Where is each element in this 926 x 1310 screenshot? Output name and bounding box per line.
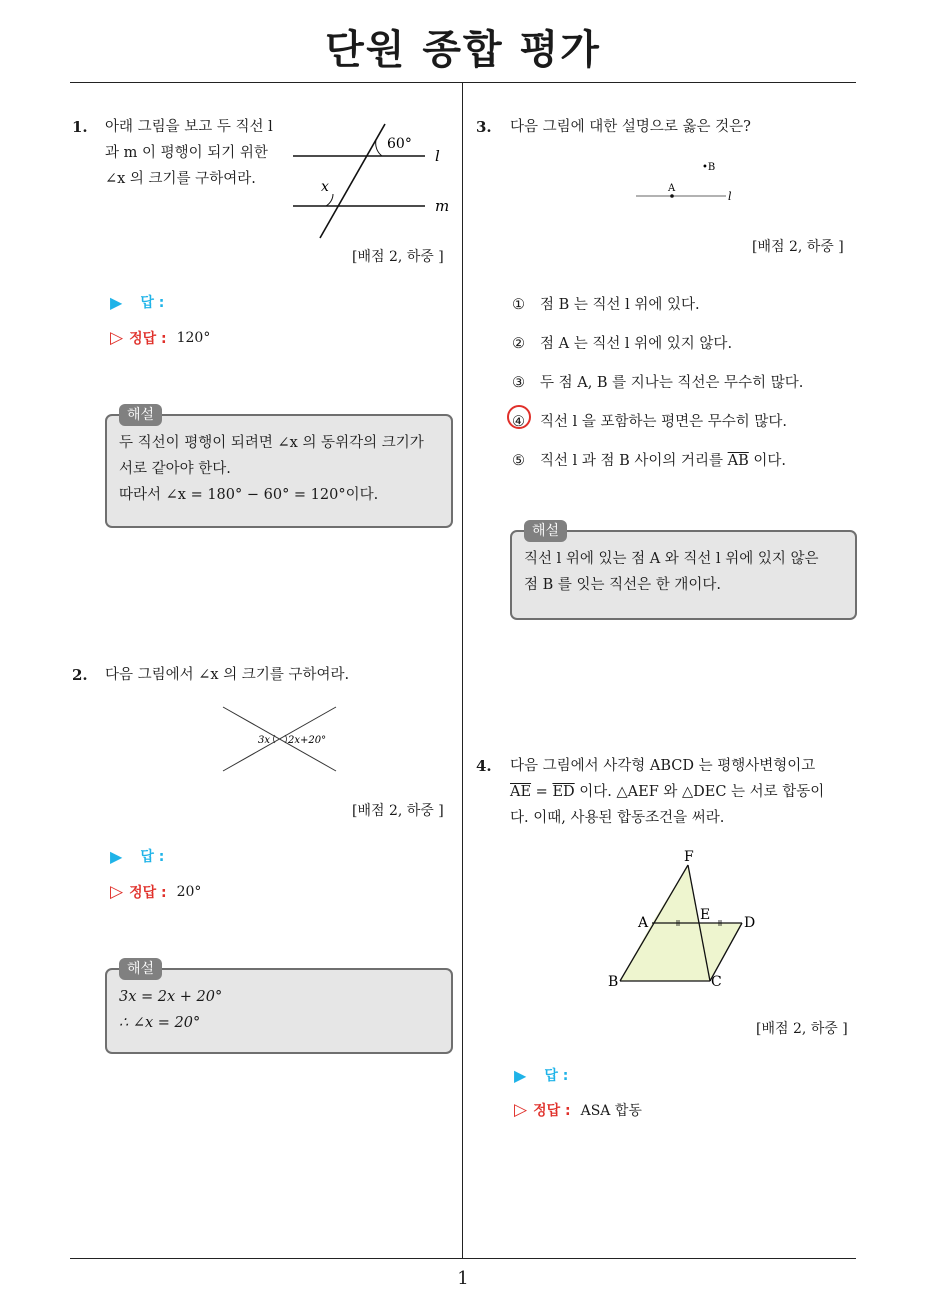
correct-answer-line: [514, 1100, 642, 1120]
question-line: 다음 그림에서 사각형 ABCD 는 평행사변형이고: [510, 758, 816, 774]
score-label: [배점 2, 하중 ]: [352, 803, 444, 819]
question-line: 아래 그림을 보고 두 직선 l: [105, 119, 273, 135]
line-label-m: m: [435, 197, 450, 215]
question-number: 4.: [476, 757, 492, 775]
explanation-tag: 해설: [524, 520, 567, 542]
question-number: 1.: [72, 118, 88, 136]
correct-value: ASA 합동: [580, 1103, 642, 1119]
explanation-line: 점 B 를 잇는 직선은 한 개이다.: [524, 577, 721, 593]
page-title: 단원 종합 평가: [325, 27, 601, 73]
score-label: [배점 2, 하중 ]: [352, 249, 444, 265]
choice-5[interactable]: [512, 449, 786, 470]
choice-mark: ①: [512, 297, 525, 313]
angle-label-right: 2x+20°: [288, 735, 327, 746]
vertex-label-c: C: [711, 974, 722, 990]
crossing-lines-figure: [218, 703, 343, 775]
correct-label: 정답 :: [533, 1103, 571, 1119]
angle-arc-x: [326, 194, 333, 206]
explanation-tag: 해설: [119, 404, 162, 426]
explanation-tag: 해설: [119, 958, 162, 980]
correct-answer-line: [110, 328, 210, 348]
question-number: 2.: [72, 666, 88, 684]
angle-arc-60: [376, 140, 382, 156]
choice-mark: ④: [512, 414, 525, 430]
question-line: 과 m 이 평행이 되기 위한: [105, 145, 268, 161]
angle-label-60: 60°: [387, 136, 412, 152]
explanation-box: [105, 407, 453, 528]
angle-label-x: x: [321, 179, 329, 195]
explanation-line: 두 직선이 평행이 되려면 ∠x 의 동위각의 크기가: [119, 435, 424, 451]
correct-arrow-icon: ▷: [514, 1100, 528, 1120]
transversal-line: [320, 124, 385, 238]
explanation-box: [105, 961, 453, 1054]
explanation-line: 따라서 ∠x = 180° − 60° = 120°이다.: [119, 487, 379, 503]
explanation-box: [510, 523, 857, 620]
answer-label: 답 :: [544, 1068, 569, 1084]
correct-label: 정답 :: [129, 331, 167, 347]
correct-arrow-icon: ▷: [110, 328, 124, 348]
vertex-label-d: D: [744, 915, 756, 931]
choice-3[interactable]: [512, 371, 803, 392]
choice-4[interactable]: [512, 410, 787, 431]
choice-text: 직선 l 을 포함하는 평면은 무수히 많다.: [540, 414, 788, 430]
point-line-figure: [630, 155, 750, 210]
parallelogram-figure: [600, 843, 770, 993]
answer-label: 답 :: [140, 849, 165, 865]
point-b-label: •B: [702, 162, 716, 173]
correct-arrow-icon: ▷: [110, 882, 124, 902]
choice-mark: ②: [512, 336, 525, 352]
line-label-l: l: [435, 147, 440, 165]
question-text: 다음 그림에 대한 설명으로 옳은 것은?: [510, 119, 751, 135]
question-text: [510, 753, 824, 831]
answer-arrow-icon: ▶: [514, 1065, 527, 1085]
correct-answer-line: [110, 882, 201, 902]
correct-value: 20°: [176, 884, 202, 900]
segment-ae: $\overline{AE}$: [510, 784, 532, 800]
vertex-label-f: F: [684, 849, 694, 865]
angle-label-left: 3x: [258, 735, 271, 746]
explanation-line: ∴ ∠x = 20°: [119, 1015, 201, 1031]
answer-line: [110, 846, 164, 866]
answer-line: [110, 292, 164, 312]
vertex-label-b: B: [608, 974, 619, 990]
correct-value: 120°: [176, 330, 211, 346]
explanation-line: 서로 같아야 한다.: [119, 461, 231, 477]
choice-text: 직선 l 과 점 B 사이의 거리를: [540, 453, 728, 469]
answer-arrow-icon: ▶: [110, 292, 123, 312]
explanation-line: 3x = 2x + 20°: [119, 989, 223, 1005]
score-label: [배점 2, 하중 ]: [752, 239, 844, 255]
choice-text: 두 점 A, B 를 지나는 직선은 무수히 많다.: [540, 375, 804, 391]
choice-text: 점 B 는 직선 l 위에 있다.: [540, 297, 700, 313]
choice-text: 점 A 는 직선 l 위에 있지 않다.: [540, 336, 733, 352]
segment-ed: $\overline{ED}$: [552, 784, 575, 800]
segment-ab: $\overline{AB}$: [727, 453, 749, 469]
line-label-l: l: [728, 190, 732, 203]
vertex-label-a: A: [638, 915, 649, 931]
question-fragment: 이다. △AEF 와 △DEC 는 서로 합동이: [574, 784, 825, 800]
column-divider: [462, 82, 463, 1258]
header-rule: [70, 82, 856, 83]
choice-suffix: 이다.: [748, 453, 787, 469]
vertex-label-e: E: [700, 907, 711, 923]
choice-1[interactable]: [512, 293, 700, 314]
choice-mark: ③: [512, 375, 525, 391]
question-number: 3.: [476, 118, 492, 136]
page-number: 1: [457, 1268, 469, 1289]
choice-2[interactable]: [512, 332, 732, 353]
correct-label: 정답 :: [129, 885, 167, 901]
point-a-label: A: [668, 183, 676, 194]
answer-arrow-icon: ▶: [110, 846, 123, 866]
question-line: ∠x 의 크기를 구하여라.: [105, 171, 256, 187]
score-label: [배점 2, 하중 ]: [756, 1021, 848, 1037]
explanation-line: 직선 l 위에 있는 점 A 와 직선 l 위에 있지 않은: [524, 551, 819, 567]
point-a-dot: [670, 194, 674, 198]
choice-mark: ⑤: [512, 453, 525, 469]
parallel-lines-figure: [285, 118, 460, 243]
equals-sign: =: [531, 784, 553, 800]
question-text: [105, 114, 273, 192]
question-line: [510, 779, 824, 805]
question-line: 다. 이때, 사용된 합동조건을 써라.: [510, 810, 725, 826]
footer-rule: [70, 1258, 856, 1259]
question-text: 다음 그림에서 ∠x 의 크기를 구하여라.: [105, 667, 350, 683]
answer-line: [514, 1065, 568, 1085]
answer-label: 답 :: [140, 295, 165, 311]
